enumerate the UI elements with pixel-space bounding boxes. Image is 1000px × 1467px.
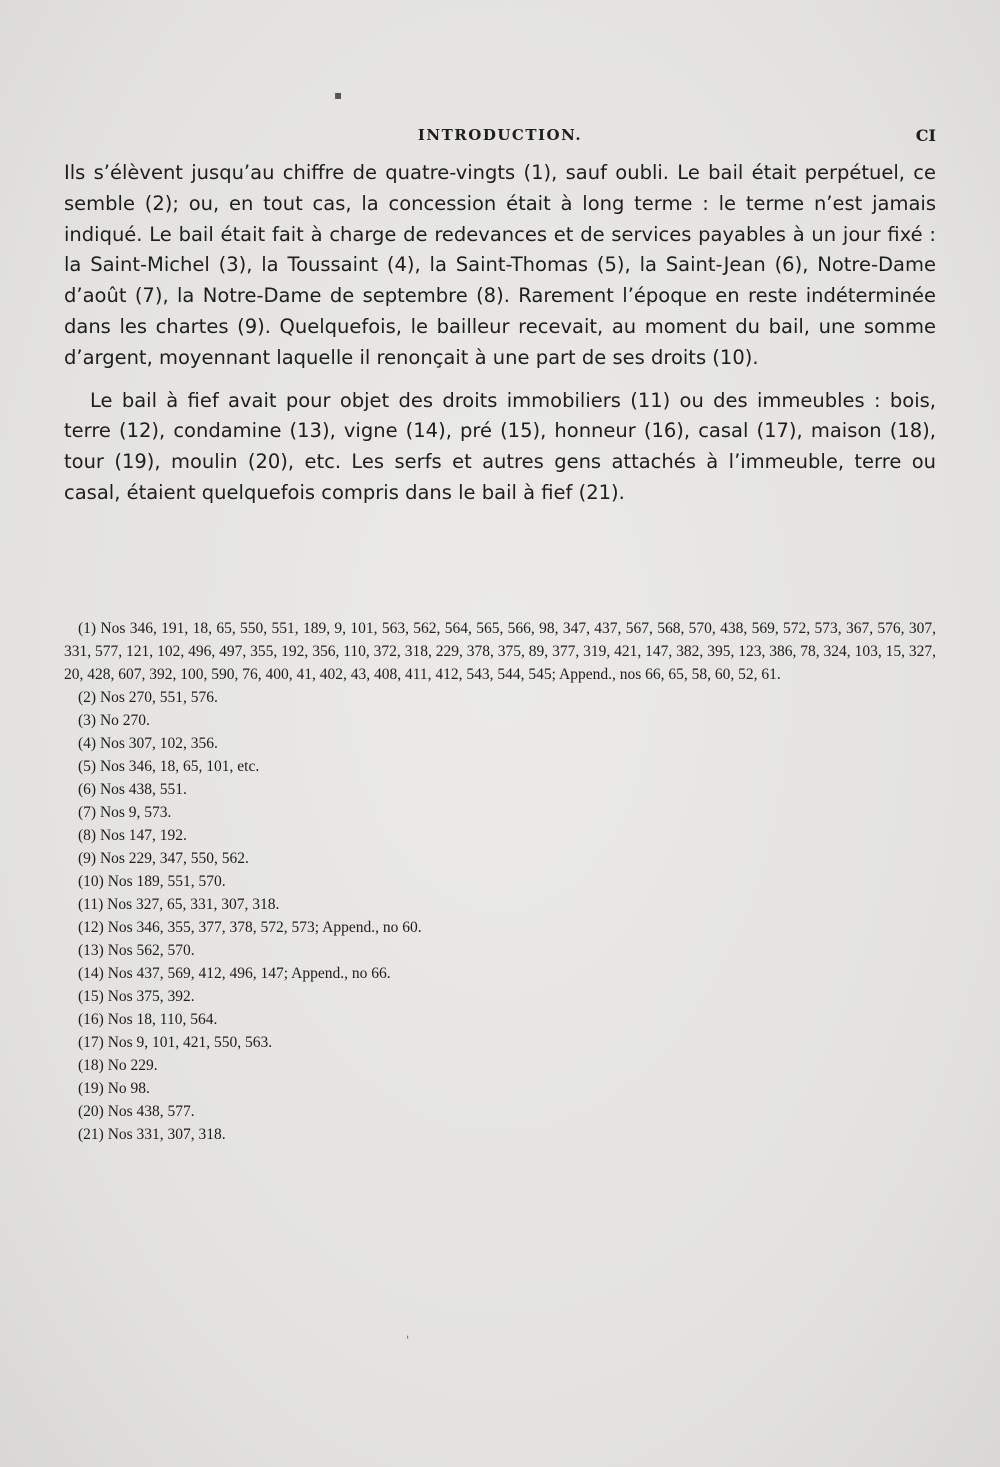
page-header: [64, 126, 936, 150]
footnote: (13) Nos 562, 570.: [78, 942, 195, 959]
ink-speck: ▪: [334, 88, 343, 102]
footnote: (11) Nos 327, 65, 331, 307, 318.: [78, 896, 280, 913]
running-title: INTRODUCTION.: [417, 126, 583, 144]
footnote: (17) Nos 9, 101, 421, 550, 563.: [78, 1034, 273, 1051]
footnote: (18) No 229.: [78, 1057, 158, 1074]
paragraph-1: Ils s’élèvent jusqu’au chiffre de quatre-vingts (1), sauf oubli. Le bail était perpétuel, ce semble (2); ou, en tout cas, la concession était à long terme : le terme n’est jamais indiqué. Le bail était fait à charge de redevances et de services payables à un jour fixé : la Saint-Michel (3), la Toussaint (4), la Saint-Thomas (5), la Saint-Jean (6), Notre-Dame d’août (7), la Notre-Dame de septembre (8). Rarement l’époque en reste indéterminée dans les chartes (9). Quelquefois, le bailleur recevait, au moment du bail, une somme d’argent, moyennant laquelle il renonçait à une part de ses droits (10).: [64, 161, 936, 369]
page-number: CI: [915, 126, 936, 145]
footnotes: [64, 617, 936, 1146]
footnote: (8) Nos 147, 192.: [78, 827, 187, 844]
footnote: (9) Nos 229, 347, 550, 562.: [78, 850, 249, 867]
footnote: (3) No 270.: [78, 712, 150, 729]
footnote-1: (1) Nos 346, 191, 18, 65, 550, 551, 189, 9, 101, 563, 562, 564, 565, 566, 98, 347, 437, 567, 568, 570, 438, 569, 572, 573, 367, 576, 307, 331, 577, 121, 102, 496, 497, 355, 192, 356, 110, 372, 318, 229, 378, 375, 89, 377, 319, 421, 147, 382, 395, 123, 386, 78, 324, 103, 15, 327, 20, 428, 607, 392, 100, 590, 76, 400, 41, 402, 43, 408, 411, 412, 543, 544, 545; Append., nos 66, 65, 58, 60, 52, 61.: [64, 620, 936, 683]
footnote: (4) Nos 307, 102, 356.: [78, 735, 218, 752]
footnote: (7) Nos 9, 573.: [78, 804, 172, 821]
footnote: (19) No 98.: [78, 1080, 150, 1097]
main-text: [64, 158, 936, 509]
footnote: (21) Nos 331, 307, 318.: [78, 1126, 226, 1143]
footnote: (5) Nos 346, 18, 65, 101, etc.: [78, 758, 260, 775]
footnote: (10) Nos 189, 551, 570.: [78, 873, 226, 890]
footnote: (2) Nos 270, 551, 576.: [78, 689, 218, 706]
footnote: (12) Nos 346, 355, 377, 378, 572, 573; Append., no 60.: [78, 919, 422, 936]
footnote: (14) Nos 437, 569, 412, 496, 147; Append., no 66.: [78, 965, 391, 982]
footnote: (6) Nos 438, 551.: [78, 781, 187, 798]
paragraph-2: Le bail à fief avait pour objet des droits immobiliers (11) ou des immeubles : bois, terre (12), condamine (13), vigne (14), pré (15), honneur (16), casal (17), maison (18), tour (19), moulin (20), etc. Les serfs et autres gens attachés à l’immeuble, terre ou casal, étaient quelquefois compris dans le bail à fief (21).: [64, 388, 936, 504]
footnote: (16) Nos 18, 110, 564.: [78, 1011, 218, 1028]
footnote: (20) Nos 438, 577.: [78, 1103, 195, 1120]
footnote: (15) Nos 375, 392.: [78, 988, 195, 1005]
ink-speck: ˌ: [406, 1326, 410, 1340]
